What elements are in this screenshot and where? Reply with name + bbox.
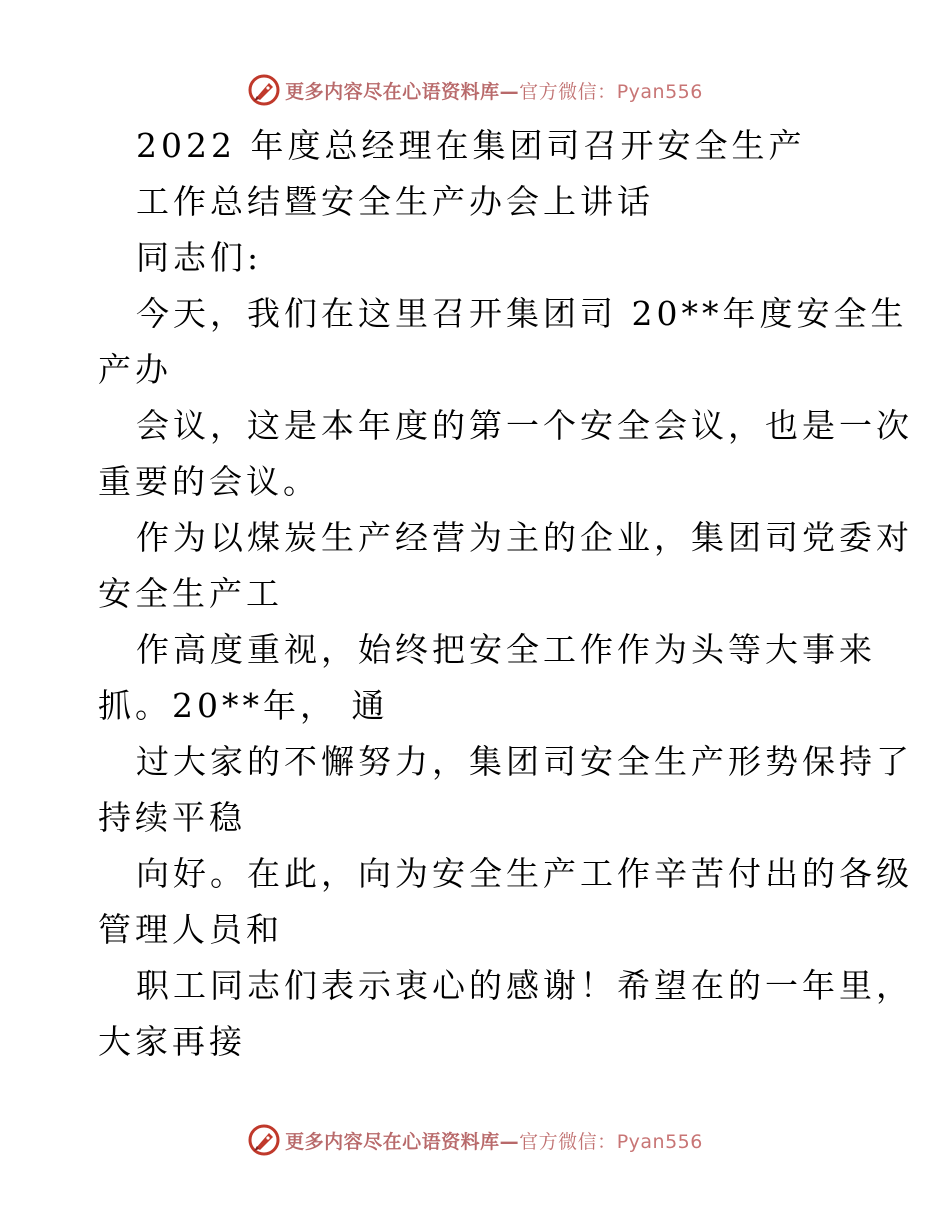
- banner-wechat-label: 官方微信：: [519, 80, 617, 103]
- body-line: 作高度重视，始终把安全工作作为头等大事来: [136, 630, 876, 669]
- banner-separator: —: [499, 1130, 520, 1153]
- salutation: 同志们:: [136, 238, 263, 277]
- banner-lead-text: 更多内容尽在心语资料库: [285, 80, 500, 103]
- footer-banner: [0, 1120, 950, 1160]
- body-line: 向好。在此，向为安全生产工作辛苦付出的各级: [136, 854, 913, 893]
- body-line: 管理人员和: [98, 910, 283, 949]
- banner-wechat-id: Pyan556: [616, 80, 703, 103]
- banner-separator: —: [499, 80, 520, 103]
- body-line: 职工同志们表示衷心的感谢！希望在的一年里，: [136, 966, 913, 1005]
- banner-wechat-label: 官方微信：: [519, 1130, 617, 1153]
- body-line: 抓。20**年， 通: [98, 686, 389, 725]
- banner-lead-text: 更多内容尽在心语资料库: [285, 1130, 500, 1153]
- pen-nib-logo-icon: [247, 1123, 281, 1157]
- header-banner: [0, 70, 950, 110]
- body-line: 产办: [98, 350, 172, 389]
- body-line: 持续平稳: [98, 798, 246, 837]
- banner-text: [285, 77, 703, 104]
- pen-nib-logo-icon: [247, 73, 281, 107]
- body-line: 过大家的不懈努力，集团司安全生产形势保持了: [136, 742, 913, 781]
- document-title-line-2: 工作总结暨安全生产办会上讲话: [136, 182, 654, 221]
- body-line: 会议，这是本年度的第一个安全会议，也是一次: [136, 406, 913, 445]
- body-line: 重要的会议。: [98, 462, 320, 501]
- body-line: 今天，我们在这里召开集团司 20**年度安全生: [136, 294, 908, 333]
- body-line: 作为以煤炭生产经营为主的企业，集团司党委对: [136, 518, 913, 557]
- body-line: 大家再接: [98, 1022, 246, 1061]
- banner-wechat-id: Pyan556: [616, 1130, 703, 1153]
- banner-text: [285, 1127, 703, 1154]
- document-body: [98, 118, 913, 1070]
- body-line: 安全生产工: [98, 574, 283, 613]
- document-title-line-1: 2022 年度总经理在集团司召开安全生产: [136, 126, 806, 165]
